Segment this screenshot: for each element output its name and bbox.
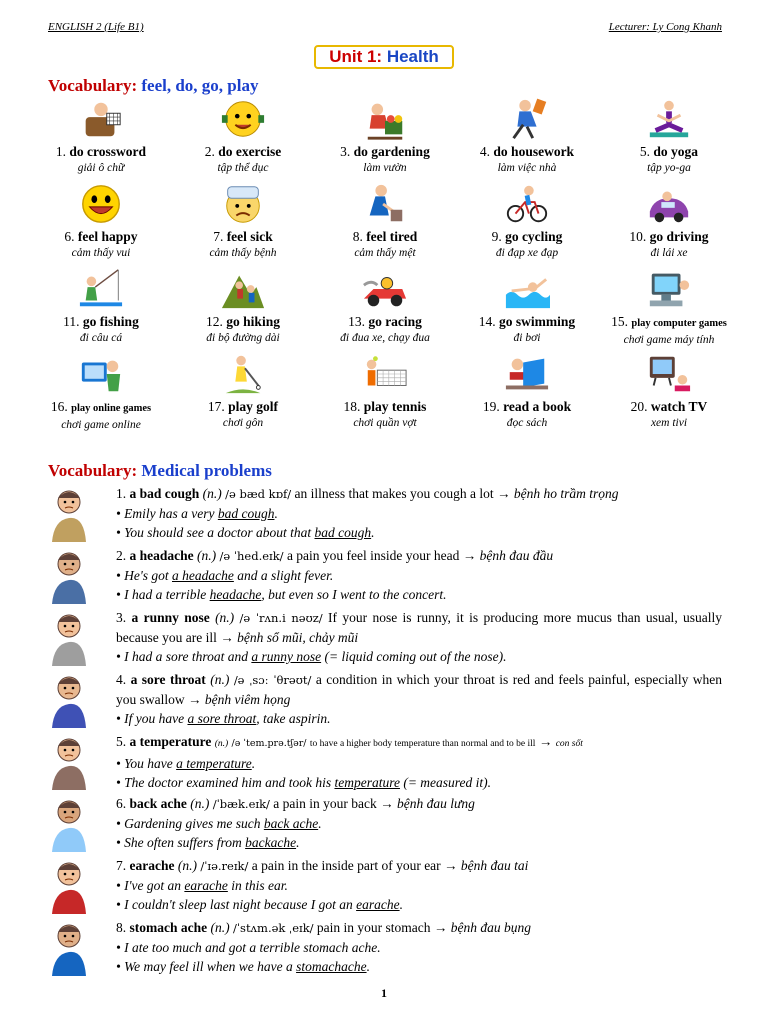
activity-number: 7. — [213, 229, 224, 244]
vietnamese-translation: bệnh đau đầu — [479, 548, 554, 563]
patient-illustration-icon — [46, 610, 92, 666]
example-highlight: bad cough — [314, 525, 372, 540]
problem-definition: 5. a temperature (n.) /ə ˈtem.prə.tʃər/ to have a higher body temperature than normal and to be ill → con sốt — [116, 734, 583, 749]
activity-number: 1. — [55, 144, 67, 159]
activity-translation: chơi game online — [61, 419, 141, 431]
activity-number: 11. — [63, 314, 80, 329]
example-text: We may feel ill when we have a — [124, 959, 297, 974]
activity-label — [172, 399, 314, 415]
example-text: I've got an — [124, 878, 185, 893]
activity-number: 13. — [348, 314, 365, 329]
activity-translation: làm việc nhà — [497, 162, 557, 174]
definition-text: a condition in which your throat is red and feels painful, especially when you swallow — [116, 672, 723, 707]
activity-term: do yoga — [653, 144, 699, 159]
activity-term: go racing — [368, 314, 422, 329]
patient-illustration-icon — [46, 548, 92, 604]
activity-translation: xem tivi — [650, 417, 688, 429]
patient-illustration-icon — [46, 920, 92, 976]
exercise-icon — [220, 96, 266, 142]
example-text: (= liquid coming out of the nose). — [321, 649, 507, 664]
activity-label — [30, 229, 172, 245]
driving-icon — [646, 181, 692, 227]
page-number: 1 — [381, 986, 387, 1000]
example-text: I had a sore throat and — [124, 649, 252, 664]
activity-translation: đi bơi — [513, 332, 541, 344]
problem-definition: 3. a runny nose (n.) /ə ˈrʌn.i nəʊz/ If your nose is runny, it is producing more mucus than usual, usually because you are ill → bệnh sổ mũi, chảy mũi — [116, 610, 723, 645]
course-header: ENGLISH 2 (Life B1) — [48, 21, 144, 33]
definition-text: an illness that makes you cough a lot — [294, 486, 494, 501]
problem-definition: 1. a bad cough (n.) /ə bæd kɒf/ an illness that makes you cough a lot → bệnh ho trầm trọng — [116, 486, 619, 501]
activity-label — [314, 399, 456, 415]
activity-label — [456, 229, 598, 245]
vietnamese-translation: bệnh đau lưng — [397, 796, 475, 811]
part-of-speech: (n.) — [190, 796, 210, 811]
vietnamese-translation: bệnh ho trầm trọng — [513, 486, 619, 501]
example-text: . — [251, 756, 256, 771]
activity-label — [456, 144, 598, 160]
example-sentence: • I've got an earache in this ear. — [116, 878, 288, 893]
example-highlight: bad cough — [217, 506, 275, 521]
activity-term: do housework — [493, 144, 575, 159]
crossword-icon — [78, 96, 124, 142]
activity-item — [30, 351, 172, 433]
example-text: and a slight fever. — [233, 568, 334, 583]
swimming-icon — [504, 266, 550, 312]
patient-illustration-icon — [46, 486, 92, 542]
activity-translation: đi lái xe — [650, 247, 688, 259]
activity-item — [314, 96, 456, 176]
activity-term: do gardening — [353, 144, 430, 159]
tired-icon — [362, 181, 408, 227]
problem-number: 7. — [116, 858, 127, 873]
pronunciation: /ə bæd kɒf/ — [225, 487, 292, 501]
part-of-speech: (n.) — [177, 858, 197, 873]
example-text: . — [371, 525, 375, 540]
activity-label — [598, 399, 740, 415]
activity-number: 4. — [479, 144, 491, 159]
patient-illustration-icon — [46, 796, 92, 852]
vietnamese-translation: bệnh sổ mũi, chảy mũi — [237, 630, 359, 645]
activity-term: play online games — [71, 403, 152, 414]
example-text: . — [318, 816, 322, 831]
activity-item — [314, 351, 456, 431]
activity-item — [30, 96, 172, 176]
activity-item — [30, 266, 172, 346]
activity-item — [172, 96, 314, 176]
example-highlight: headache — [209, 587, 262, 602]
problem-term: a temperature — [129, 734, 212, 749]
problem-term: a headache — [129, 548, 194, 563]
housework-icon — [504, 96, 550, 142]
part-of-speech: (n.) — [214, 739, 229, 749]
definition-text: pain in your stomach — [316, 920, 431, 935]
example-sentence: • Gardening gives me such back ache. — [116, 816, 322, 831]
activity-translation: đọc sách — [506, 417, 548, 429]
example-text: If you have — [124, 711, 188, 726]
heading-topic: feel, do, go, play — [141, 76, 259, 95]
activity-translation: chơi game máy tính — [623, 334, 715, 346]
unit-name: Health — [386, 47, 439, 66]
example-sentence: • I had a sore throat and a runny nose (= liquid coming out of the nose). — [116, 649, 507, 664]
problem-definition: 7. earache (n.) /ˈɪə.reɪk/ a pain in the inside part of your ear → bệnh đau tai — [116, 858, 529, 873]
activity-label — [314, 144, 456, 160]
activity-item — [172, 351, 314, 431]
problem-number: 3. — [116, 610, 127, 625]
activity-number: 15. — [611, 314, 629, 329]
computer-games-icon — [646, 266, 692, 312]
activity-term: read a book — [503, 399, 572, 414]
activity-item — [314, 266, 456, 346]
example-text: . — [296, 835, 300, 850]
problem-number: 8. — [116, 920, 127, 935]
example-text: Gardening gives me such — [124, 816, 264, 831]
example-sentence: • We may feel ill when we have a stomachache. — [116, 959, 370, 974]
problem-number: 6. — [116, 796, 127, 811]
example-text: I couldn't sleep last night because I got an — [124, 897, 357, 912]
activity-label — [30, 314, 172, 330]
problem-definition: 4. a sore throat (n.) /ə ˌsɔː ˈθrəʊt/ a condition in which your throat is red and feels painful, especially when you swallow → bệnh viêm họng — [116, 672, 723, 707]
activity-term: watch TV — [650, 399, 708, 414]
problem-term: earache — [129, 858, 175, 873]
definition-text: If your nose is runny, it is producing more mucus than usual, usually because you are ill — [116, 610, 723, 645]
activity-number: 18. — [343, 399, 361, 414]
definition-text: a pain in the inside part of your ear — [251, 858, 441, 873]
activity-item — [598, 96, 740, 176]
example-highlight: back ache — [263, 816, 319, 831]
example-highlight: earache — [184, 878, 228, 893]
example-text: The doctor examined him and took his — [124, 775, 335, 790]
activity-term: go swimming — [499, 314, 576, 329]
activity-translation: cảm thấy vui — [71, 247, 131, 259]
pronunciation: /ə ˈrʌn.i nəʊz/ — [239, 611, 323, 625]
activity-label — [172, 144, 314, 160]
vietnamese-translation: bệnh viêm họng — [204, 692, 291, 707]
cycling-icon — [504, 181, 550, 227]
gardening-icon — [362, 96, 408, 142]
problem-definition: 8. stomach ache (n.) /ˈstʌm.ək ˌeɪk/ pain in your stomach → bệnh đau bụng — [116, 920, 532, 935]
part-of-speech: (n.) — [210, 672, 230, 687]
activity-term: feel tired — [366, 229, 418, 244]
problem-number: 2. — [116, 548, 127, 563]
example-sentence: • You have a temperature. — [116, 756, 256, 771]
activity-number: 19. — [482, 399, 500, 414]
activity-translation: làm vườn — [363, 162, 407, 174]
definition-text: to have a higher body temperature than normal and to be ill — [309, 739, 536, 749]
vietnamese-translation: bệnh đau tai — [460, 858, 529, 873]
example-sentence: • She often suffers from backache. — [116, 835, 300, 850]
activity-item — [314, 181, 456, 261]
activity-label — [30, 144, 172, 160]
activity-translation: đi bộ đường dài — [206, 332, 280, 344]
activity-label — [456, 399, 598, 415]
example-text: He's got — [124, 568, 172, 583]
activity-number: 16. — [50, 399, 68, 414]
problem-term: back ache — [129, 796, 187, 811]
example-text: . — [274, 506, 278, 521]
activity-label — [598, 314, 740, 332]
example-sentence: • Emily has a very bad cough. — [116, 506, 278, 521]
definition-text: a pain you feel inside your head — [286, 548, 460, 563]
activity-label — [598, 144, 740, 160]
patient-illustration-icon — [46, 734, 92, 790]
example-text: You have — [124, 756, 177, 771]
activity-translation: đi đạp xe đạp — [495, 247, 559, 259]
book-icon — [504, 351, 550, 397]
part-of-speech: (n.) — [210, 920, 230, 935]
activity-label — [314, 314, 456, 330]
pronunciation: /ˈstʌm.ək ˌeɪk/ — [233, 921, 314, 935]
example-text: (= measured it). — [399, 775, 492, 790]
example-text: . — [399, 897, 403, 912]
activity-label — [30, 399, 172, 417]
activity-translation: tập thể dục — [217, 162, 269, 174]
hiking-icon — [220, 266, 266, 312]
example-highlight: temperature — [334, 775, 400, 790]
activity-item — [598, 181, 740, 261]
activity-term: go fishing — [82, 314, 139, 329]
golf-icon — [220, 351, 266, 397]
activity-translation: chơi quần vợt — [353, 417, 417, 429]
example-text: Emily has a very — [124, 506, 218, 521]
activity-label — [598, 229, 740, 245]
activity-term: go driving — [649, 229, 709, 244]
activity-item — [30, 181, 172, 261]
example-text: . — [366, 959, 370, 974]
example-sentence: • If you have a sore throat, take aspirin. — [116, 711, 331, 726]
unit-title — [314, 45, 454, 69]
activity-translation: cảm thấy bệnh — [209, 247, 277, 259]
definition-text: a pain in your back — [273, 796, 377, 811]
activity-number: 8. — [352, 229, 363, 244]
activity-item — [172, 266, 314, 346]
problem-definition: 2. a headache (n.) /ə ˈhed.eɪk/ a pain you feel inside your head → bệnh đau đầu — [116, 548, 554, 563]
example-highlight: backache — [245, 835, 297, 850]
example-highlight: earache — [356, 897, 400, 912]
vietnamese-translation: con sốt — [555, 739, 583, 749]
heading-topic: Medical problems — [141, 461, 272, 480]
problem-number: 1. — [116, 486, 127, 501]
example-highlight: a sore throat — [187, 711, 257, 726]
problem-number: 5. — [116, 734, 127, 749]
tennis-icon — [362, 351, 408, 397]
racing-icon — [362, 266, 408, 312]
sick-face-icon — [220, 181, 266, 227]
example-sentence: • He's got a headache and a slight fever. — [116, 568, 334, 583]
activity-number: 6. — [64, 229, 75, 244]
activity-number: 9. — [491, 229, 502, 244]
activity-translation: tập yo-ga — [647, 162, 691, 174]
example-text: I ate too much and got a terrible stomach ache. — [124, 940, 381, 955]
activity-translation: đi câu cá — [79, 332, 123, 344]
example-sentence: • You should see a doctor about that bad cough. — [116, 525, 375, 540]
vocabulary-heading-medical — [48, 461, 272, 481]
example-sentence: • The doctor examined him and took his temperature (= measured it). — [116, 775, 492, 790]
pronunciation: /ˈbæk.eɪk/ — [212, 797, 270, 811]
activity-translation: giải ô chữ — [77, 162, 125, 174]
problem-definition: 6. back ache (n.) /ˈbæk.eɪk/ a pain in your back → bệnh đau lưng — [116, 796, 475, 811]
activity-term: play tennis — [363, 399, 427, 414]
patient-illustration-icon — [46, 672, 92, 728]
activity-item — [598, 351, 740, 431]
activity-term: go cycling — [505, 229, 563, 244]
activity-term: feel sick — [226, 229, 273, 244]
pronunciation: /ə ˈhed.eɪk/ — [219, 549, 284, 563]
example-highlight: stomachache — [296, 959, 367, 974]
activity-term: play computer games — [631, 318, 727, 329]
online-games-icon — [78, 351, 124, 397]
vietnamese-translation: bệnh đau bụng — [450, 920, 532, 935]
activity-number: 20. — [630, 399, 648, 414]
vocabulary-heading-activities — [48, 76, 258, 96]
problem-term: a sore throat — [130, 672, 206, 687]
activity-item — [456, 351, 598, 431]
patient-illustration-icon — [46, 858, 92, 914]
activity-term: do exercise — [218, 144, 282, 159]
heading-label: Vocabulary: — [48, 461, 138, 480]
part-of-speech: (n.) — [215, 610, 235, 625]
activity-label — [172, 314, 314, 330]
activity-term: feel happy — [77, 229, 138, 244]
part-of-speech: (n.) — [202, 486, 222, 501]
activity-label — [456, 314, 598, 330]
activity-translation: đi đua xe, chạy đua — [340, 332, 430, 344]
activity-term: go hiking — [226, 314, 280, 329]
activity-number: 5. — [639, 144, 651, 159]
fishing-icon — [78, 266, 124, 312]
example-highlight: a headache — [172, 568, 234, 583]
happy-face-icon — [78, 181, 124, 227]
activity-term: play golf — [228, 399, 279, 414]
example-sentence: • I had a terrible headache, but even so I went to the concert. — [116, 587, 447, 602]
activity-item — [598, 266, 740, 348]
example-text: I had a terrible — [124, 587, 210, 602]
activity-label — [172, 229, 314, 245]
problem-term: a runny nose — [131, 610, 210, 625]
activity-item — [172, 181, 314, 261]
example-text: , but even so I went to the concert. — [261, 587, 447, 602]
unit-number: Unit 1: — [329, 47, 383, 66]
part-of-speech: (n.) — [197, 548, 217, 563]
activity-number: 14. — [478, 314, 496, 329]
example-text: , take aspirin. — [256, 711, 331, 726]
example-highlight: a temperature — [176, 756, 252, 771]
pronunciation: /ə ˌsɔː ˈθrəʊt/ — [233, 673, 312, 687]
example-text: She often suffers from — [124, 835, 246, 850]
activity-item — [456, 181, 598, 261]
activity-number: 12. — [206, 314, 223, 329]
yoga-icon — [646, 96, 692, 142]
example-sentence: • I couldn't sleep last night because I got an earache. — [116, 897, 403, 912]
lecturer-header: Lecturer: Ly Cong Khanh — [608, 21, 722, 33]
activity-translation: cảm thấy mệt — [354, 247, 416, 259]
activity-number: 2. — [204, 144, 215, 159]
activity-number: 10. — [629, 229, 647, 244]
tv-icon — [646, 351, 692, 397]
pronunciation: /ˈɪə.reɪk/ — [200, 859, 249, 873]
pronunciation: /ə ˈtem.prə.tʃər/ — [231, 738, 307, 749]
heading-label: Vocabulary: — [48, 76, 138, 95]
problem-term: a bad cough — [129, 486, 200, 501]
activity-term: do crossword — [69, 144, 147, 159]
example-text: in this ear. — [227, 878, 288, 893]
example-sentence: • I ate too much and got a terrible stomach ache. — [116, 940, 381, 955]
activity-number: 17. — [207, 399, 225, 414]
example-text: You should see a doctor about that — [124, 525, 315, 540]
activity-label — [314, 229, 456, 245]
problem-term: stomach ache — [129, 920, 208, 935]
activity-translation: chơi gôn — [222, 417, 264, 429]
activity-number: 3. — [340, 144, 351, 159]
example-highlight: a runny nose — [251, 649, 322, 664]
problem-number: 4. — [116, 672, 127, 687]
activity-item — [456, 266, 598, 346]
activity-item — [456, 96, 598, 176]
